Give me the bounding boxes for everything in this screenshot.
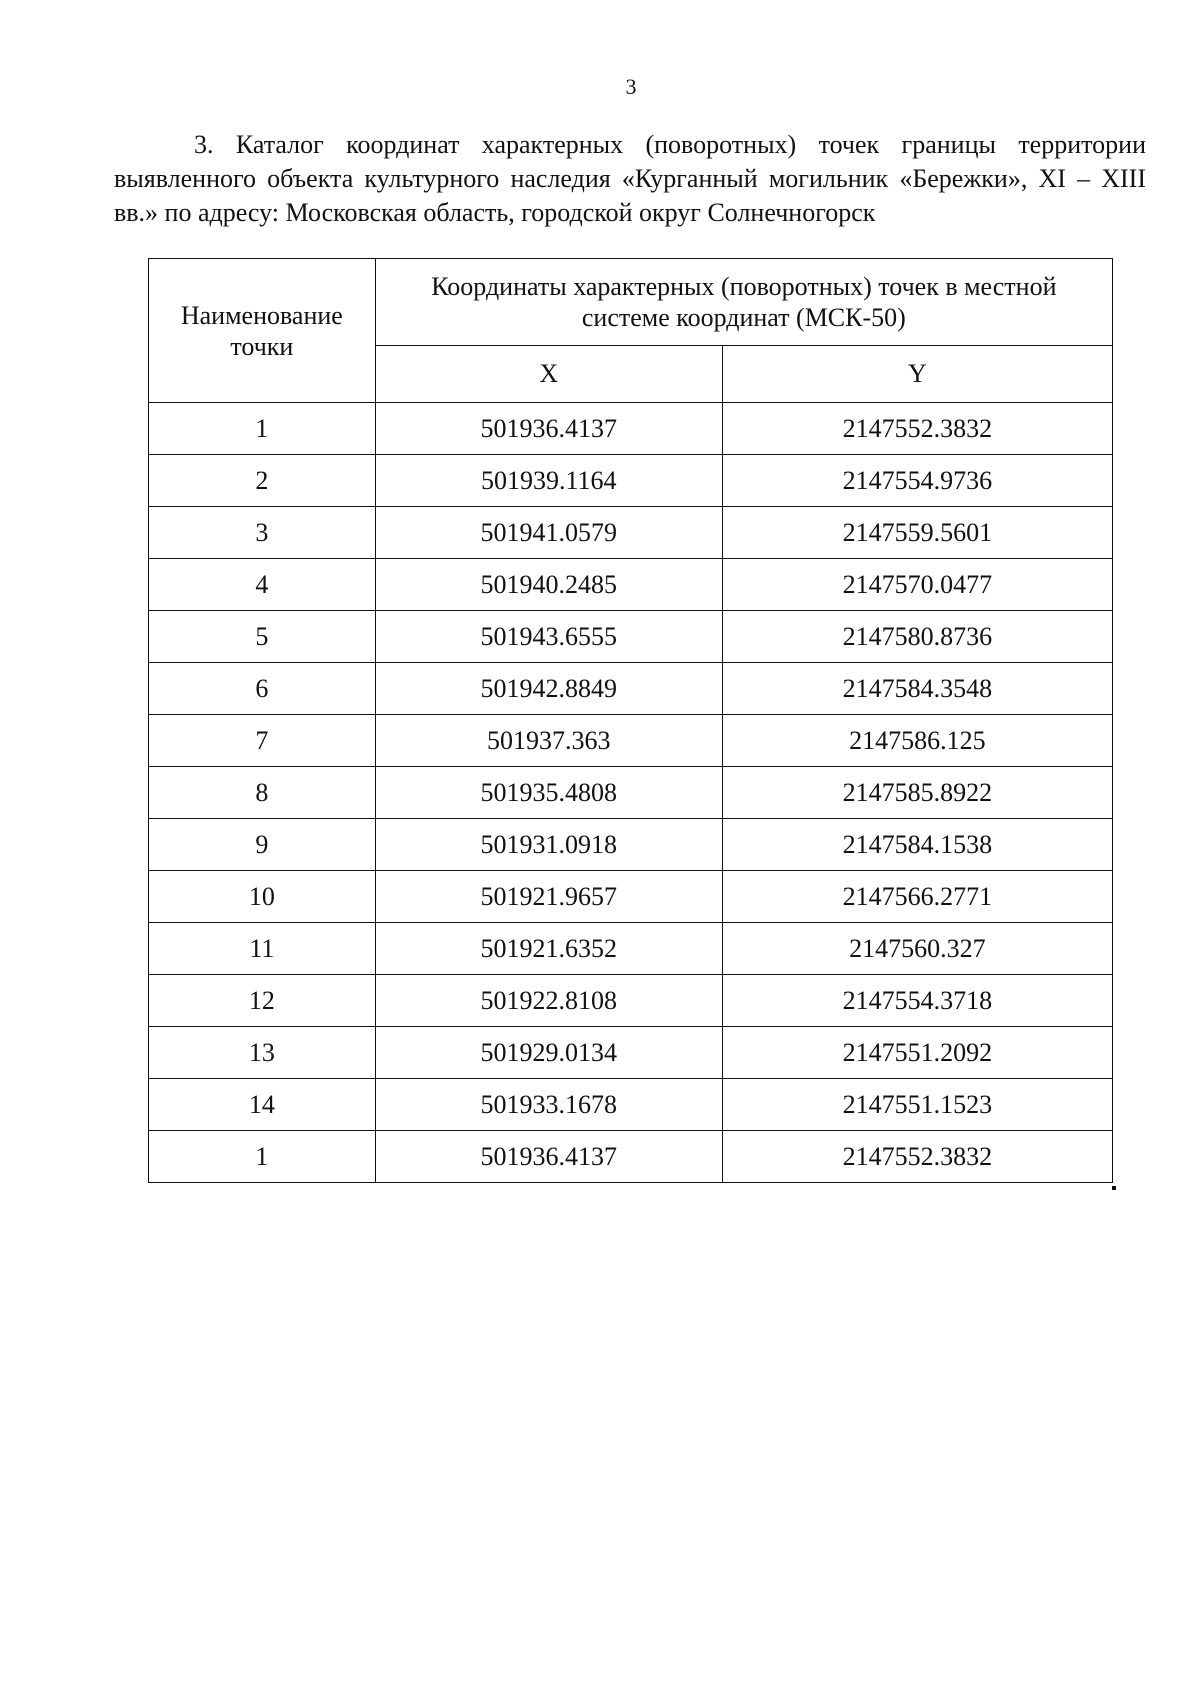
x-coordinate-cell: 501936.4137 [375, 403, 722, 455]
x-header: X [375, 346, 722, 403]
point-name-cell: 7 [149, 715, 376, 767]
point-name-cell: 13 [149, 1027, 376, 1079]
table-row [149, 559, 1113, 611]
x-coordinate-cell: 501935.4808 [375, 767, 722, 819]
point-name-cell: 1 [149, 1131, 376, 1183]
trailing-period [1112, 1186, 1116, 1190]
point-name-cell: 12 [149, 975, 376, 1027]
table-row [149, 715, 1113, 767]
point-name-cell: 1 [149, 403, 376, 455]
table-row [149, 403, 1113, 455]
y-coordinate-cell: 2147585.8922 [722, 767, 1112, 819]
table-row [149, 611, 1113, 663]
table-row [149, 767, 1113, 819]
coordinates-header: Координаты характерных (поворотных) точек в местной системе координат (МСК-50) [375, 259, 1112, 346]
y-coordinate-cell: 2147552.3832 [722, 1131, 1112, 1183]
table-row [149, 819, 1113, 871]
x-coordinate-cell: 501939.1164 [375, 455, 722, 507]
y-coordinate-cell: 2147580.8736 [722, 611, 1112, 663]
table-row [149, 975, 1113, 1027]
y-coordinate-cell: 2147551.2092 [722, 1027, 1112, 1079]
y-coordinate-cell: 2147584.3548 [722, 663, 1112, 715]
x-coordinate-cell: 501921.6352 [375, 923, 722, 975]
y-coordinate-cell: 2147586.125 [722, 715, 1112, 767]
point-name-cell: 14 [149, 1079, 376, 1131]
point-name-header: Наименование точки [149, 259, 376, 403]
point-name-cell: 10 [149, 871, 376, 923]
section-heading [114, 128, 1146, 230]
y-coordinate-cell: 2147554.3718 [722, 975, 1112, 1027]
point-name-cell: 3 [149, 507, 376, 559]
y-coordinate-cell: 2147559.5601 [722, 507, 1112, 559]
point-name-cell: 4 [149, 559, 376, 611]
table-row [149, 1131, 1113, 1183]
table-row [149, 663, 1113, 715]
table-row [149, 923, 1113, 975]
coordinates-table [148, 258, 1113, 1183]
x-coordinate-cell: 501921.9657 [375, 871, 722, 923]
point-name-cell: 6 [149, 663, 376, 715]
y-coordinate-cell: 2147554.9736 [722, 455, 1112, 507]
point-name-cell: 9 [149, 819, 376, 871]
y-coordinate-cell: 2147552.3832 [722, 403, 1112, 455]
point-name-cell: 5 [149, 611, 376, 663]
x-coordinate-cell: 501931.0918 [375, 819, 722, 871]
table-header-row [149, 259, 1113, 346]
y-coordinate-cell: 2147551.1523 [722, 1079, 1112, 1131]
section-heading-text: 3. Каталог координат характерных (поворотных) точек границы территории выявленного объекта культурного наследия «Курганный могильник «Бережки», XI – XIII вв.» по адресу: Московская область, городской округ Солнечногорск [114, 130, 1146, 227]
y-coordinate-cell: 2147566.2771 [722, 871, 1112, 923]
table-row [149, 1027, 1113, 1079]
y-coordinate-cell: 2147560.327 [722, 923, 1112, 975]
table-body [149, 403, 1113, 1183]
y-coordinate-cell: 2147570.0477 [722, 559, 1112, 611]
table-row [149, 455, 1113, 507]
x-coordinate-cell: 501943.6555 [375, 611, 722, 663]
x-coordinate-cell: 501933.1678 [375, 1079, 722, 1131]
page-number: 3 [625, 74, 637, 99]
point-name-cell: 2 [149, 455, 376, 507]
point-name-cell: 11 [149, 923, 376, 975]
x-coordinate-cell: 501937.363 [375, 715, 722, 767]
x-coordinate-cell: 501929.0134 [375, 1027, 722, 1079]
x-coordinate-cell: 501936.4137 [375, 1131, 722, 1183]
table-row [149, 871, 1113, 923]
x-coordinate-cell: 501940.2485 [375, 559, 722, 611]
point-name-cell: 8 [149, 767, 376, 819]
x-coordinate-cell: 501922.8108 [375, 975, 722, 1027]
y-header: Y [722, 346, 1112, 403]
x-coordinate-cell: 501942.8849 [375, 663, 722, 715]
x-coordinate-cell: 501941.0579 [375, 507, 722, 559]
table-row [149, 1079, 1113, 1131]
y-coordinate-cell: 2147584.1538 [722, 819, 1112, 871]
table-row [149, 507, 1113, 559]
